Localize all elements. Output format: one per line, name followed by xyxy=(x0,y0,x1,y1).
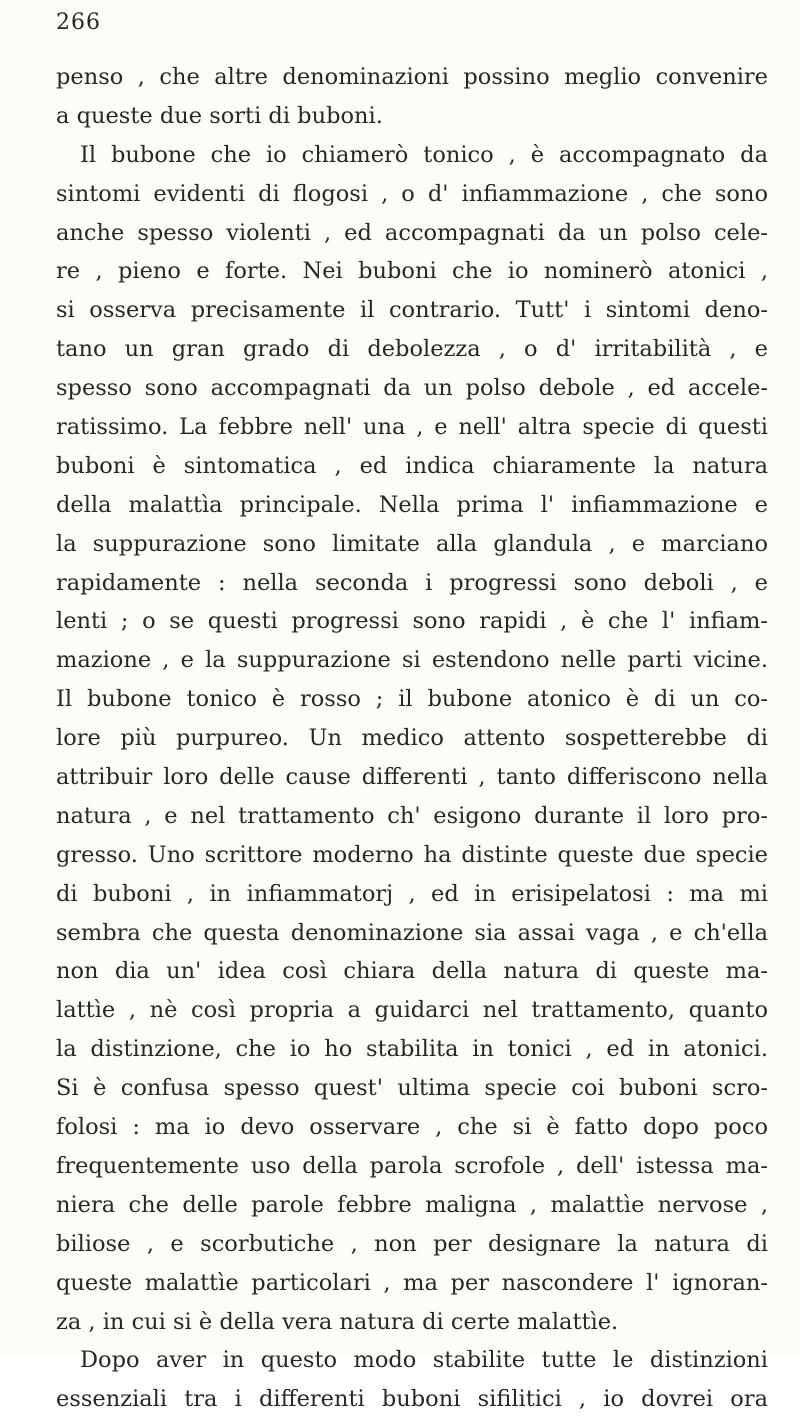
text-line: la suppurazione sono limitate alla glandula , e marciano xyxy=(56,530,768,557)
text-line: attribuir loro delle cause differenti , tanto differiscono nella xyxy=(56,764,768,791)
text-line: spesso sono accompagnati da un polso debole , ed accele- xyxy=(56,375,768,402)
text-line: natura , e nel trattamento ch' esigono durante il loro pro- xyxy=(56,802,768,829)
text-line: rapidamente : nella seconda i progressi sono deboli , e xyxy=(56,569,768,596)
text-line: queste malattìe particolari , ma per nascondere l' ignoran- xyxy=(56,1269,768,1296)
text-line: non dia un' idea così chiara della natura di queste ma- xyxy=(56,958,768,985)
text-line: frequentemente uso della parola scrofole , dell' istessa ma- xyxy=(56,1152,768,1179)
text-line: sintomi evidenti di flogosi , o d' infiammazione , che sono xyxy=(56,180,768,207)
text-line: ratissimo. La febbre nell' una , e nell' altra specie di questi xyxy=(56,414,768,441)
text-line: lore più purpureo. Un medico attento sospetterebbe di xyxy=(56,725,768,752)
text-line: Dopo aver in questo modo stabilite tutte le distinzioni xyxy=(80,1347,768,1374)
body-text xyxy=(56,58,768,1419)
text-line: anche spesso violenti , ed accompagnati da un polso cele- xyxy=(56,219,768,246)
text-line: biliose , e scorbutiche , non per designare la natura di xyxy=(56,1230,768,1257)
text-line: Si è confusa spesso quest' ultima specie coi buboni scro- xyxy=(56,1075,768,1102)
text-line: re , pieno e forte. Nei buboni che io nominerò atonici , xyxy=(56,258,768,285)
text-line: a queste due sorti di buboni. xyxy=(56,102,383,129)
text-line: essenziali tra i differenti buboni sifilitici , io dovrei ora xyxy=(56,1386,768,1413)
text-line: penso , che altre denominazioni possino meglio convenire xyxy=(56,64,768,90)
text-line: Il bubone tonico è rosso ; il bubone atonico è di un co- xyxy=(56,686,768,713)
text-line: lattìe , nè così propria a guidarci nel trattamento, quanto xyxy=(56,997,768,1024)
text-line: tano un gran grado di debolezza , o d' irritabilità , e xyxy=(56,336,768,363)
text-line: sembra che questa denominazione sia assai vaga , e ch'ella xyxy=(56,919,768,946)
text-line: di buboni , in infiammatorj , ed in erisipelatosi : ma mi xyxy=(56,880,768,907)
text-line: folosi : ma io devo osservare , che si è fatto dopo poco xyxy=(56,1114,768,1141)
page-number: 266 xyxy=(56,10,101,35)
text-line: lenti ; o se questi progressi sono rapidi , è che l' infiam- xyxy=(56,608,768,635)
text-line: mazione , e la suppurazione si estendono nelle parti vicine. xyxy=(56,647,768,674)
text-line: la distinzione, che io ho stabilita in tonici , ed in atonici. xyxy=(56,1036,768,1063)
text-line: niera che delle parole febbre maligna , malattìe nervose , xyxy=(56,1191,768,1218)
text-line: buboni è sintomatica , ed indica chiaramente la natura xyxy=(56,452,768,479)
text-line: si osserva precisamente il contrario. Tutt' i sintomi deno- xyxy=(56,297,768,324)
text-line: za , in cui si è della vera natura di certe malattìe. xyxy=(56,1308,619,1335)
text-line: Il bubone che io chiamerò tonico , è accompagnato da xyxy=(80,141,768,168)
text-line: della malattìa principale. Nella prima l' infiammazione e xyxy=(56,491,768,518)
text-line: gresso. Uno scrittore moderno ha distinte queste due specie xyxy=(56,841,768,868)
